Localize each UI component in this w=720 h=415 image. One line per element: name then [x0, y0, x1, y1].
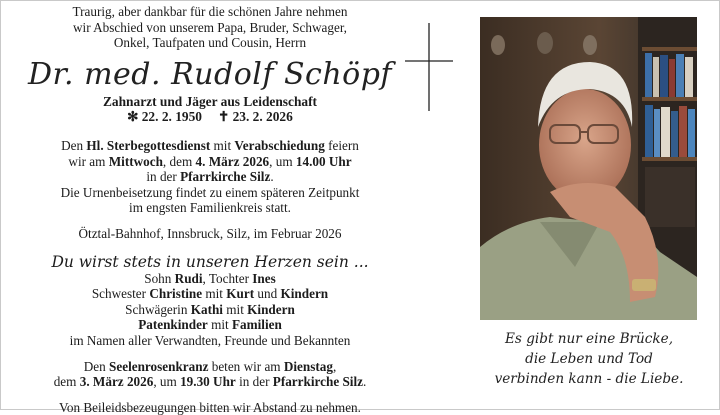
motto-line: Es gibt nur eine Brücke, [504, 331, 674, 347]
intro-line: wir Abschied von unserem Papa, Bruder, Schwager, [73, 19, 347, 35]
cross-icon [405, 23, 453, 111]
birth-date: ✻ 22. 2. 1950 [127, 109, 202, 125]
rosary-line: dem 3. März 2026, um 19.30 Uhr in der Pfarrkirche Silz. [53, 374, 367, 390]
funeral-line: Den Hl. Sterbegottesdienst mit Verabschiedung feiern [61, 137, 359, 153]
life-dates [7, 109, 413, 125]
intro-line: Onkel, Taufpaten und Cousin, Herrn [113, 35, 307, 51]
funeral-line: im engsten Familienkreis statt. [129, 200, 291, 216]
memorial-motto [473, 329, 705, 389]
intro-line: Traurig, aber dankbar für die schönen Jahre nehmen [72, 4, 348, 19]
place-date: Ötztal-Bahnhof, Innsbruck, Silz, im Februar 2026 [78, 225, 342, 241]
profession: Zahnarzt und Jäger aus Leidenschaft [102, 93, 318, 109]
portrait-photo [480, 17, 697, 320]
funeral-line: in der Pfarrkirche Silz. [146, 169, 274, 185]
memorial-quote: Du wirst stets in unseren Herzen sein ... [51, 252, 369, 271]
death-date: ✝ 23. 2. 2026 [218, 109, 293, 125]
motto-line: verbinden kann - die Liebe. [494, 371, 684, 387]
condolence-note: Von Beileidsbezeugungen bitten wir Abstand zu nehmen. [59, 399, 361, 415]
funeral-line: Die Urnenbeisetzung findet zu einem späteren Zeitpunkt [60, 184, 360, 200]
obituary-text-column [7, 4, 413, 415]
funeral-line: wir am Mittwoch, dem 4. März 2026, um 14.00 Uhr [68, 153, 352, 169]
mourner-line: Schwester Christine mit Kurt und Kindern [91, 286, 329, 302]
funeral-info [7, 138, 413, 216]
mourner-line: Schwägerin Kathi mit Kindern [125, 301, 295, 317]
deceased-name: Dr. med. Rudolf Schöpf [27, 56, 393, 92]
mourners-list [7, 271, 413, 349]
mourner-line: im Namen aller Verwandten, Freunde und Bekannten [69, 332, 351, 348]
mourner-line: Patenkinder mit Familien [138, 317, 282, 333]
rosary-info [7, 359, 413, 390]
intro-text [7, 4, 413, 51]
motto-line: die Leben und Tod [525, 351, 653, 367]
rosary-line: Den Seelenrosenkranz beten wir am Dienstag, [83, 358, 337, 374]
mourner-line: Sohn Rudi, Tochter Ines [144, 270, 276, 286]
